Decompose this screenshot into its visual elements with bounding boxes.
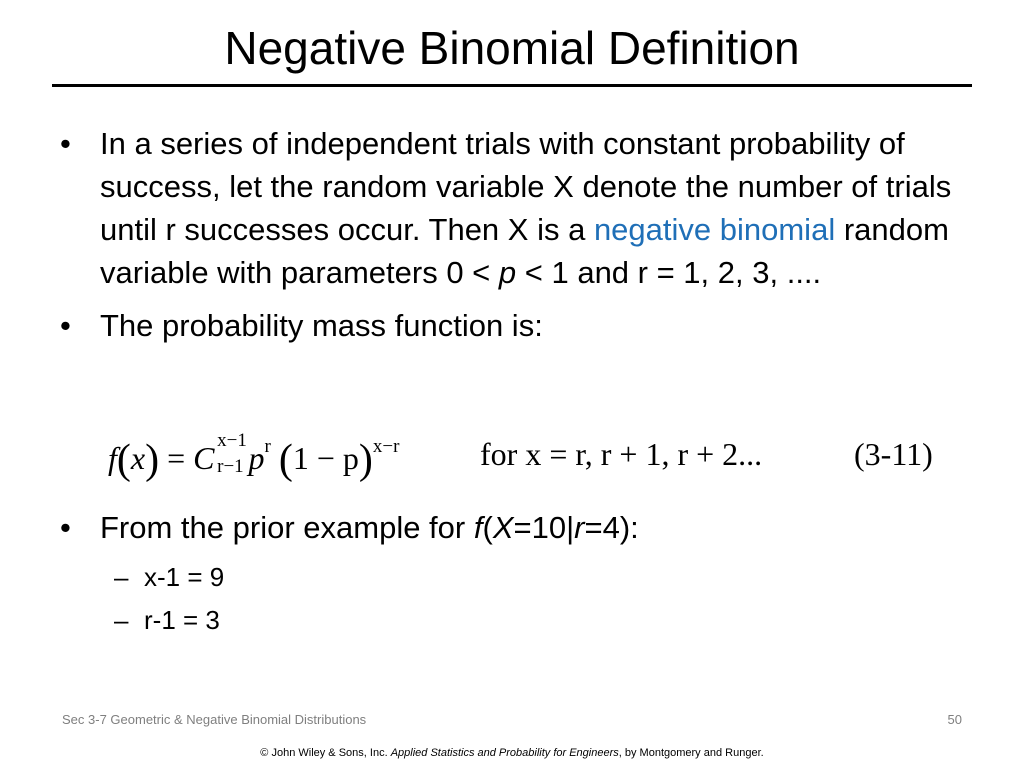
paren-close-2: ) <box>358 437 373 483</box>
slide-title: Negative Binomial Definition <box>224 22 800 74</box>
paren-close: ) <box>145 437 160 483</box>
equation-number: (3-11) <box>854 436 933 472</box>
sub-bullet-x <box>60 559 960 596</box>
example-X: X <box>492 510 514 545</box>
dash-icon: – <box>114 605 129 635</box>
definition-p: p <box>498 255 517 290</box>
example-mid: =10| <box>513 510 575 545</box>
page-number: 50 <box>947 712 962 727</box>
credit-book-title: Applied Statistics and Probability for Engineers <box>390 747 619 759</box>
formula-one-minus-p: 1 − p <box>292 440 359 476</box>
formula-range: for x = r, r + 1, r + 2... <box>480 436 763 472</box>
sub-bullet-r-text: r-1 = 3 <box>144 605 220 635</box>
paren-open: ( <box>116 437 131 483</box>
bullet-dot-icon: • <box>60 126 71 161</box>
formula-x: x <box>130 440 146 476</box>
formula-p-exponent: r <box>264 436 271 457</box>
formula-equals: = <box>167 440 186 476</box>
definition-text-2: random variable with parameters 0 < <box>100 212 949 290</box>
pmf-formula <box>108 422 958 486</box>
pmf-intro-text: The probability mass function is: <box>100 308 543 343</box>
definition-text-3: < 1 and r = 1, 2, 3, .... <box>516 255 822 290</box>
paren-open-2: ( <box>278 437 293 483</box>
bullet-list <box>60 122 960 357</box>
negative-binomial-term: negative binomial <box>593 212 836 247</box>
dash-icon: – <box>114 562 129 592</box>
example-text-1: From the prior example for <box>100 510 474 545</box>
bullet-definition <box>60 122 960 294</box>
example-end: =4): <box>584 510 639 545</box>
bullet-example <box>60 506 960 549</box>
example-r: r <box>574 510 585 545</box>
formula-C: C <box>193 440 215 476</box>
title-underline <box>52 84 972 87</box>
combination-sup: x−1 <box>217 430 247 451</box>
copyright-credit <box>0 747 1024 759</box>
formula-p: p <box>248 440 265 476</box>
example-list <box>60 506 960 639</box>
credit-suffix: , by Montgomery and Runger. <box>618 747 764 759</box>
bullet-pmf <box>60 304 960 347</box>
bullet-dot-icon: • <box>60 308 71 343</box>
definition-text-1: In a series of independent trials with constant probability of success, let the random variable X denote the number of trials until r successes occur. Then X is a <box>100 126 952 247</box>
combination-sub: r−1 <box>217 456 244 477</box>
credit-prefix: © John Wiley & Sons, Inc. <box>260 747 391 759</box>
formula-f: f <box>108 440 117 476</box>
sub-bullet-r <box>60 602 960 639</box>
example-f: f <box>473 510 483 545</box>
combination <box>193 430 247 477</box>
formula-exponent: x−r <box>372 436 400 457</box>
sub-bullet-x-text: x-1 = 9 <box>144 562 225 592</box>
pmf-equation <box>108 430 400 483</box>
footer-section: Sec 3-7 Geometric & Negative Binomial Distributions <box>62 712 367 727</box>
example-paren: ( <box>482 510 493 545</box>
bullet-dot-icon: • <box>60 510 71 545</box>
